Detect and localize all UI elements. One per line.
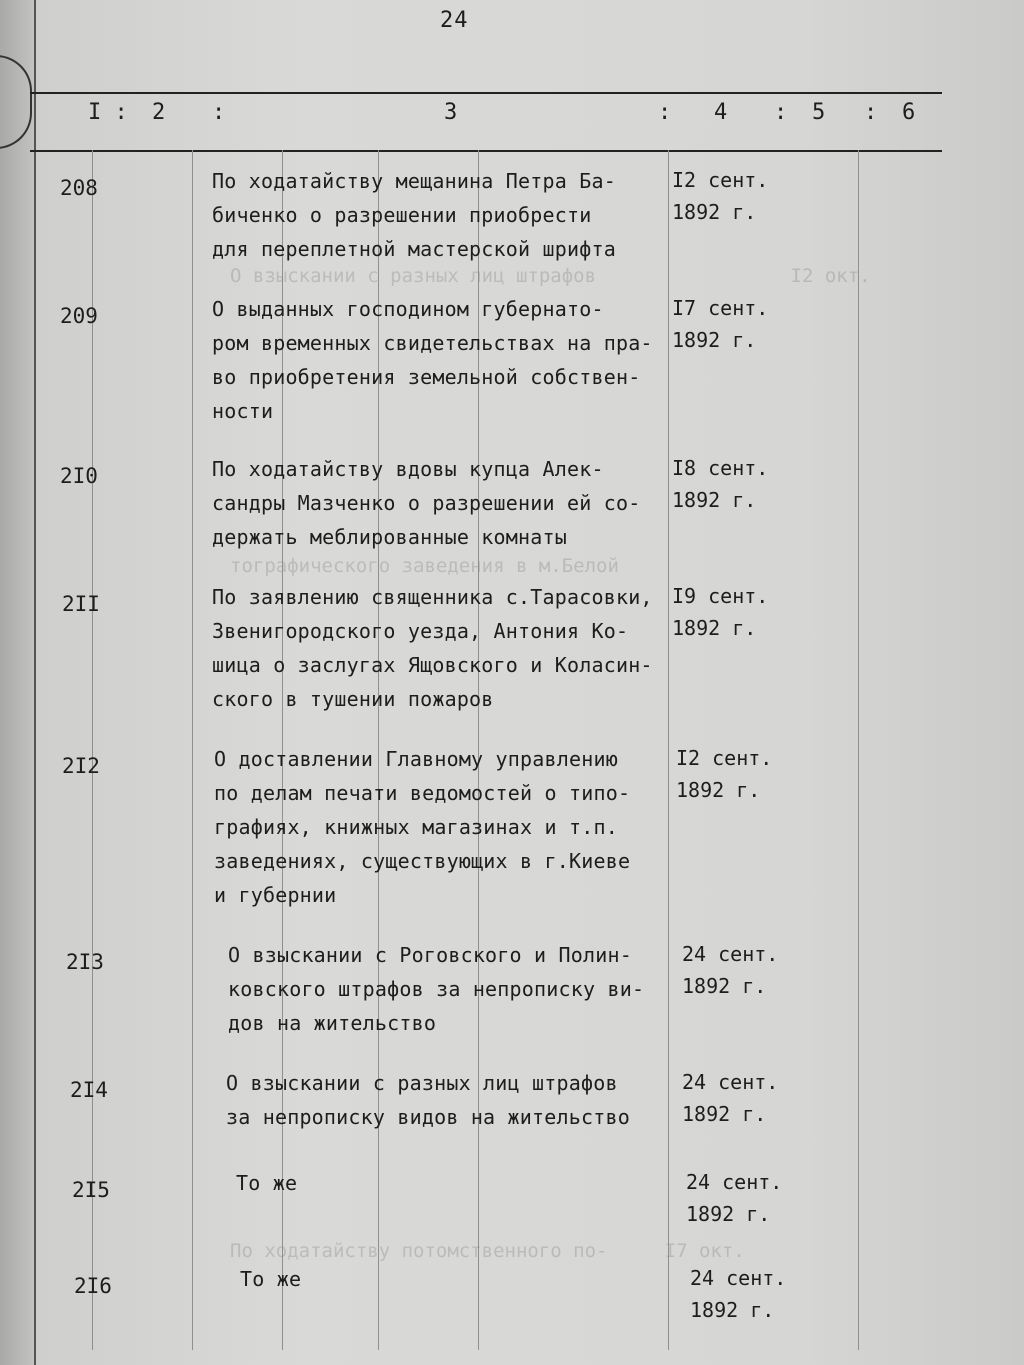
entry-description <box>212 164 616 266</box>
entry-description-line: Звенигородского уезда, Антония Ко- <box>212 619 629 643</box>
entry-date-line: 1892 г. <box>672 200 757 224</box>
header-separator: : <box>212 100 226 125</box>
entry-description-line: То же <box>236 1171 298 1195</box>
entry-date <box>672 292 768 356</box>
entry-description <box>226 1066 630 1134</box>
entry-number: 2I2 <box>62 754 100 778</box>
entry-description <box>236 1166 297 1200</box>
entry-date <box>672 452 768 516</box>
header-col-2: 2 <box>152 100 166 125</box>
entry-number: 2I6 <box>74 1274 112 1298</box>
header-col-1: I : <box>88 100 128 125</box>
entry-number: 2I5 <box>72 1178 110 1202</box>
entry-date-line: 1892 г. <box>676 778 761 802</box>
entry-description <box>240 1262 301 1296</box>
entry-date-line: I9 сент. <box>672 584 769 608</box>
header-col-6: 6 <box>902 100 916 125</box>
entry-description-line: и губернии <box>214 883 337 907</box>
entry-number: 208 <box>60 176 98 200</box>
entry-description-line: ром временных свидетельствах на пра- <box>212 331 653 355</box>
entry-description-line: ности <box>212 399 274 423</box>
column-rule <box>92 150 93 1350</box>
header-col-4: 4 <box>714 100 728 125</box>
entry-description-line: ского в тушении пожаров <box>212 687 494 711</box>
entry-description-line: для переплетной мастерской шрифта <box>212 237 616 261</box>
entry-number: 2I4 <box>70 1078 108 1102</box>
entry-description-line: По ходатайству вдовы купца Алек- <box>212 457 604 481</box>
page-number: 24 <box>440 8 469 33</box>
entry-date-line: 1892 г. <box>672 328 757 352</box>
header-col-5: 5 <box>812 100 826 125</box>
entry-description-line: за непрописку видов на жительство <box>226 1105 630 1129</box>
entry-description-line: держать меблированные комнаты <box>212 525 567 549</box>
entry-description-line: То же <box>240 1267 302 1291</box>
header-col-3: 3 <box>444 100 458 125</box>
header-separator: : <box>658 100 672 125</box>
bleed-through-text: тографического заведения в м.Белой <box>230 555 619 577</box>
entry-date <box>676 742 772 806</box>
header-separator: : <box>774 100 788 125</box>
entry-number: 209 <box>60 304 98 328</box>
column-rule <box>858 150 859 1350</box>
entry-date <box>682 938 778 1002</box>
entry-date-line: 24 сент. <box>682 942 779 966</box>
entry-date-line: I2 сент. <box>676 746 773 770</box>
entry-date-line: 1892 г. <box>682 974 767 998</box>
entry-number: 2II <box>62 592 100 616</box>
entry-description-line: заведениях, существующих в г.Киеве <box>214 849 631 873</box>
entry-date <box>682 1066 778 1130</box>
entry-date-line: I8 сент. <box>672 456 769 480</box>
entry-description-line: сандры Мазченко о разрешении ей со- <box>212 491 641 515</box>
entry-date-line: 24 сент. <box>686 1170 783 1194</box>
entry-description <box>212 452 640 554</box>
entry-date-line: I7 сент. <box>672 296 769 320</box>
entry-date-line: 1892 г. <box>682 1102 767 1126</box>
binding-edge <box>0 0 36 1365</box>
entry-date-line: I2 сент. <box>672 168 769 192</box>
entry-description-line: По заявлению священника с.Тарасовки, <box>212 585 653 609</box>
entry-date-line: 24 сент. <box>682 1070 779 1094</box>
column-rule <box>668 150 669 1350</box>
header-top-rule <box>30 92 942 94</box>
entry-date-line: 24 сент. <box>690 1266 787 1290</box>
header-separator: : <box>864 100 878 125</box>
entry-description-line: О доставлении Главному управлению <box>214 747 618 771</box>
entry-description <box>214 742 630 912</box>
entry-date <box>690 1262 786 1326</box>
header-bottom-rule <box>30 150 942 152</box>
entry-date-line: 1892 г. <box>672 616 757 640</box>
entry-date <box>686 1166 782 1230</box>
entry-description-line: графиях, книжных магазинах и т.п. <box>214 815 618 839</box>
entry-description-line: дов на жительство <box>228 1011 437 1035</box>
entry-description <box>228 938 644 1040</box>
entry-description-line: шица о заслугах Ящовского и Коласин- <box>212 653 653 677</box>
entry-description-line: во приобретения земельной собствен- <box>212 365 641 389</box>
entry-description-line: О взыскании с Роговского и Полин- <box>228 943 632 967</box>
bleed-through-text: По ходатайству потомственного по- I7 окт. <box>230 1240 745 1262</box>
entry-description <box>212 292 653 428</box>
entry-date-line: 1892 г. <box>686 1202 771 1226</box>
entry-description <box>212 580 653 716</box>
column-rule <box>192 150 193 1350</box>
entry-number: 2I0 <box>60 464 98 488</box>
entry-date-line: 1892 г. <box>672 488 757 512</box>
entry-description-line: По ходатайству мещанина Петра Ба- <box>212 169 616 193</box>
entry-description-line: по делам печати ведомостей о типо- <box>214 781 631 805</box>
entry-description-line: биченко о разрешении приобрести <box>212 203 592 227</box>
entry-date-line: 1892 г. <box>690 1298 775 1322</box>
entry-description-line: О взыскании с разных лиц штрафов <box>226 1071 618 1095</box>
entry-number: 2I3 <box>66 950 104 974</box>
entry-date <box>672 580 768 644</box>
entry-description-line: ковского штрафов за непрописку ви- <box>228 977 645 1001</box>
entry-date <box>672 164 768 228</box>
entry-description-line: О выданных господином губернато- <box>212 297 604 321</box>
bleed-through-text: О взыскании с разных лиц штрафов I2 окт. <box>230 265 871 287</box>
